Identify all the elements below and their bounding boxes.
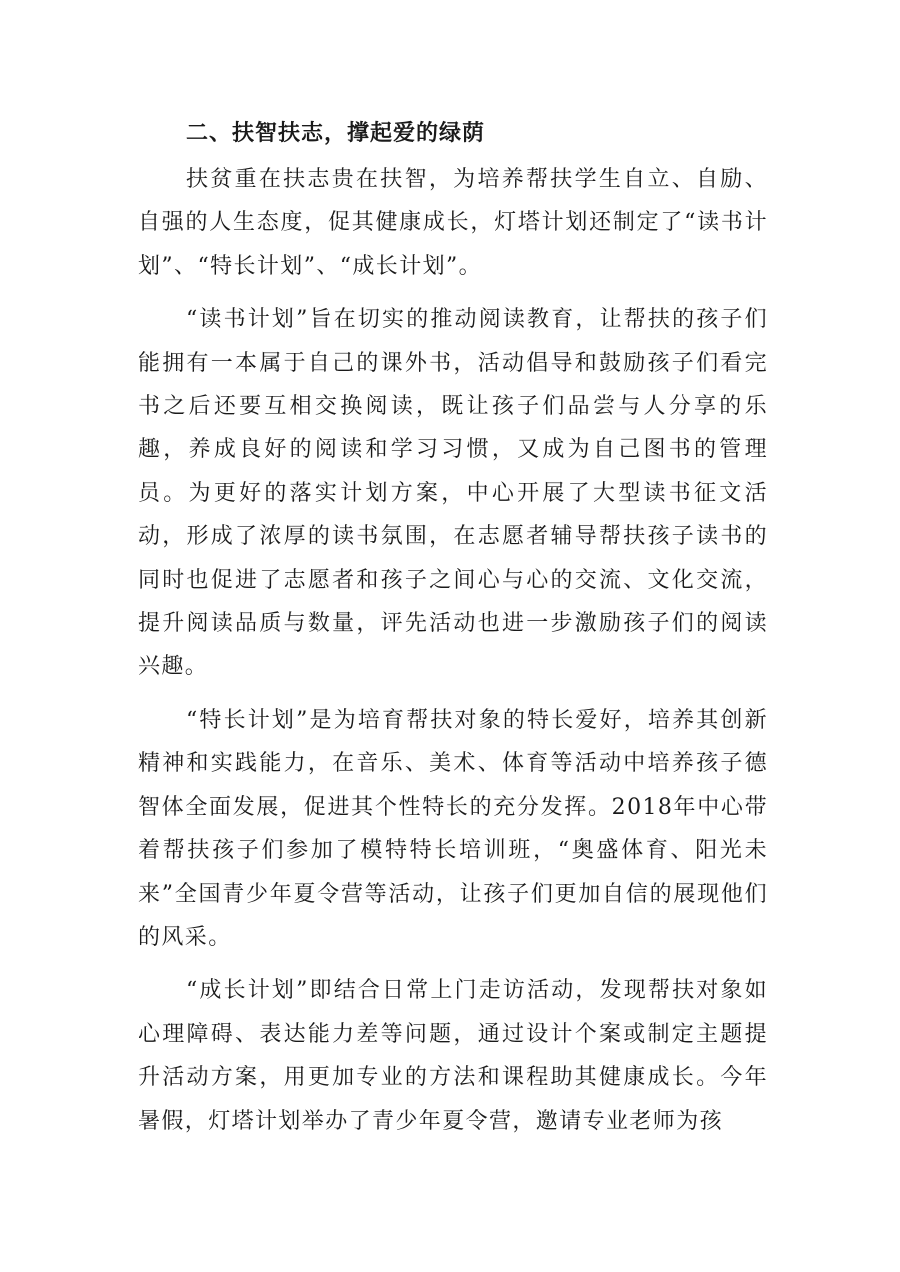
section-heading: 二、扶智扶志，撑起爱的绿荫 (186, 121, 486, 146)
paragraph-talent-plan: “特长计划”是为培育帮扶对象的特长爱好，培养其创新精神和实践能力，在音乐、美术、体育等活动中培养孩子德智体全面发展，促进其个性特长的充分发挥。2018年中心带着帮扶孩子们参加了模特特长培训班，“奥盛体育、阳光未来”全国青少年夏令营等活动，让孩子们更加自信的展现他们的风采。 (138, 707, 768, 950)
paragraph-intro: 扶贫重在扶志贵在扶智，为培养帮扶学生自立、自励、自强的人生态度，促其健康成长，灯塔计划还制定了“读书计划”、“特长计划”、“成长计划”。 (138, 167, 768, 279)
paragraph-reading-plan: “读书计划”旨在切实的推动阅读教育，让帮扶的孩子们能拥有一本属于自己的课外书，活动倡导和鼓励孩子们看完书之后还要互相交换阅读，既让孩子们品尝与人分享的乐趣，养成良好的阅读和学习习惯，又成为自己图书的管理员。为更好的落实计划方案，中心开展了大型读书征文活动，形成了浓厚的读书氛围，在志愿者辅导帮扶孩子读书的同时也促进了志愿者和孩子之间心与心的交流、文化交流，提升阅读品质与数量，评先活动也进一步激励孩子们的阅读兴趣。 (138, 307, 768, 680)
paragraph-growth-plan: “成长计划”即结合日常上门走访活动，发现帮扶对象如心理障碍、表达能力差等问题，通过设计个案或制定主题提升活动方案，用更加专业的方法和课程助其健康成长。今年暑假，灯塔计划举办了青少年夏令营，邀请专业老师为孩 (138, 978, 768, 1134)
document-body (138, 112, 768, 1143)
